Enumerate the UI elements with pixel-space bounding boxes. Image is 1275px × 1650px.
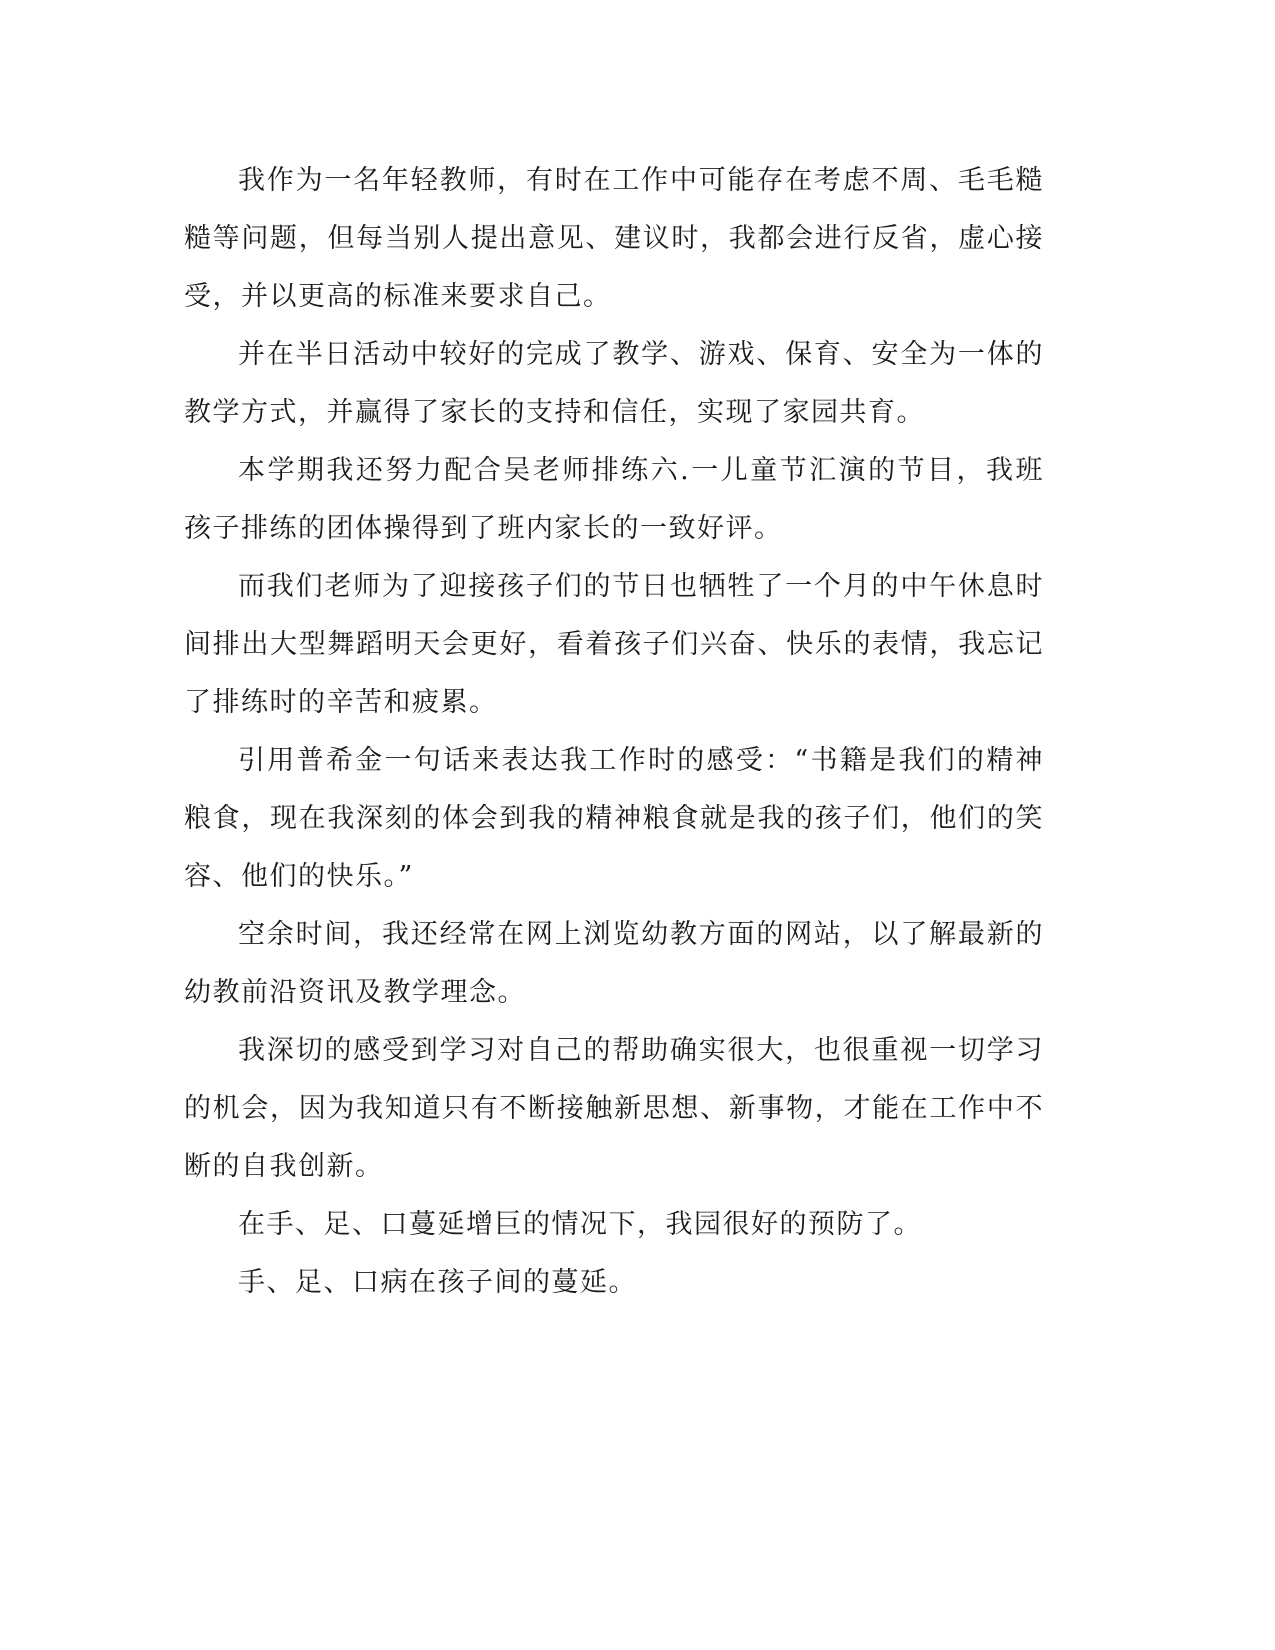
paragraph: 并在半日活动中较好的完成了教学、游戏、保育、安全为一体的教学方式，并赢得了家长的支持和信任，实现了家园共育。 (184, 339, 1044, 428)
paragraph: 空余时间，我还经常在网上浏览幼教方面的网站，以了解最新的幼教前沿资讯及教学理念。 (184, 919, 1044, 1008)
paragraph: 手、足、口病在孩子间的蔓延。 (238, 1267, 637, 1298)
paragraph: 我深切的感受到学习对自己的帮助确实很大，也很重视一切学习的机会，因为我知道只有不断接触新思想、新事物，才能在工作中不断的自我创新。 (184, 1035, 1044, 1182)
paragraph: 我作为一名年轻教师，有时在工作中可能存在考虑不周、毛毛糙糙等问题，但每当别人提出意见、建议时，我都会进行反省，虚心接受，并以更高的标准来要求自己。 (184, 165, 1044, 312)
paragraph: 本学期我还努力配合吴老师排练六.一儿童节汇演的节目，我班孩子排练的团体操得到了班内家长的一致好评。 (184, 455, 1044, 544)
paragraph: 在手、足、口蔓延增巨的情况下，我园很好的预防了。 (238, 1209, 922, 1240)
document-body (184, 152, 1044, 1312)
paragraph: 而我们老师为了迎接孩子们的节日也牺牲了一个月的中午休息时间排出大型舞蹈明天会更好，看着孩子们兴奋、快乐的表情，我忘记了排练时的辛苦和疲累。 (184, 571, 1044, 718)
paragraph: 引用普希金一句话来表达我工作时的感受：“书籍是我们的精神粮食，现在我深刻的体会到我的精神粮食就是我的孩子们，他们的笑容、他们的快乐。” (184, 745, 1044, 892)
